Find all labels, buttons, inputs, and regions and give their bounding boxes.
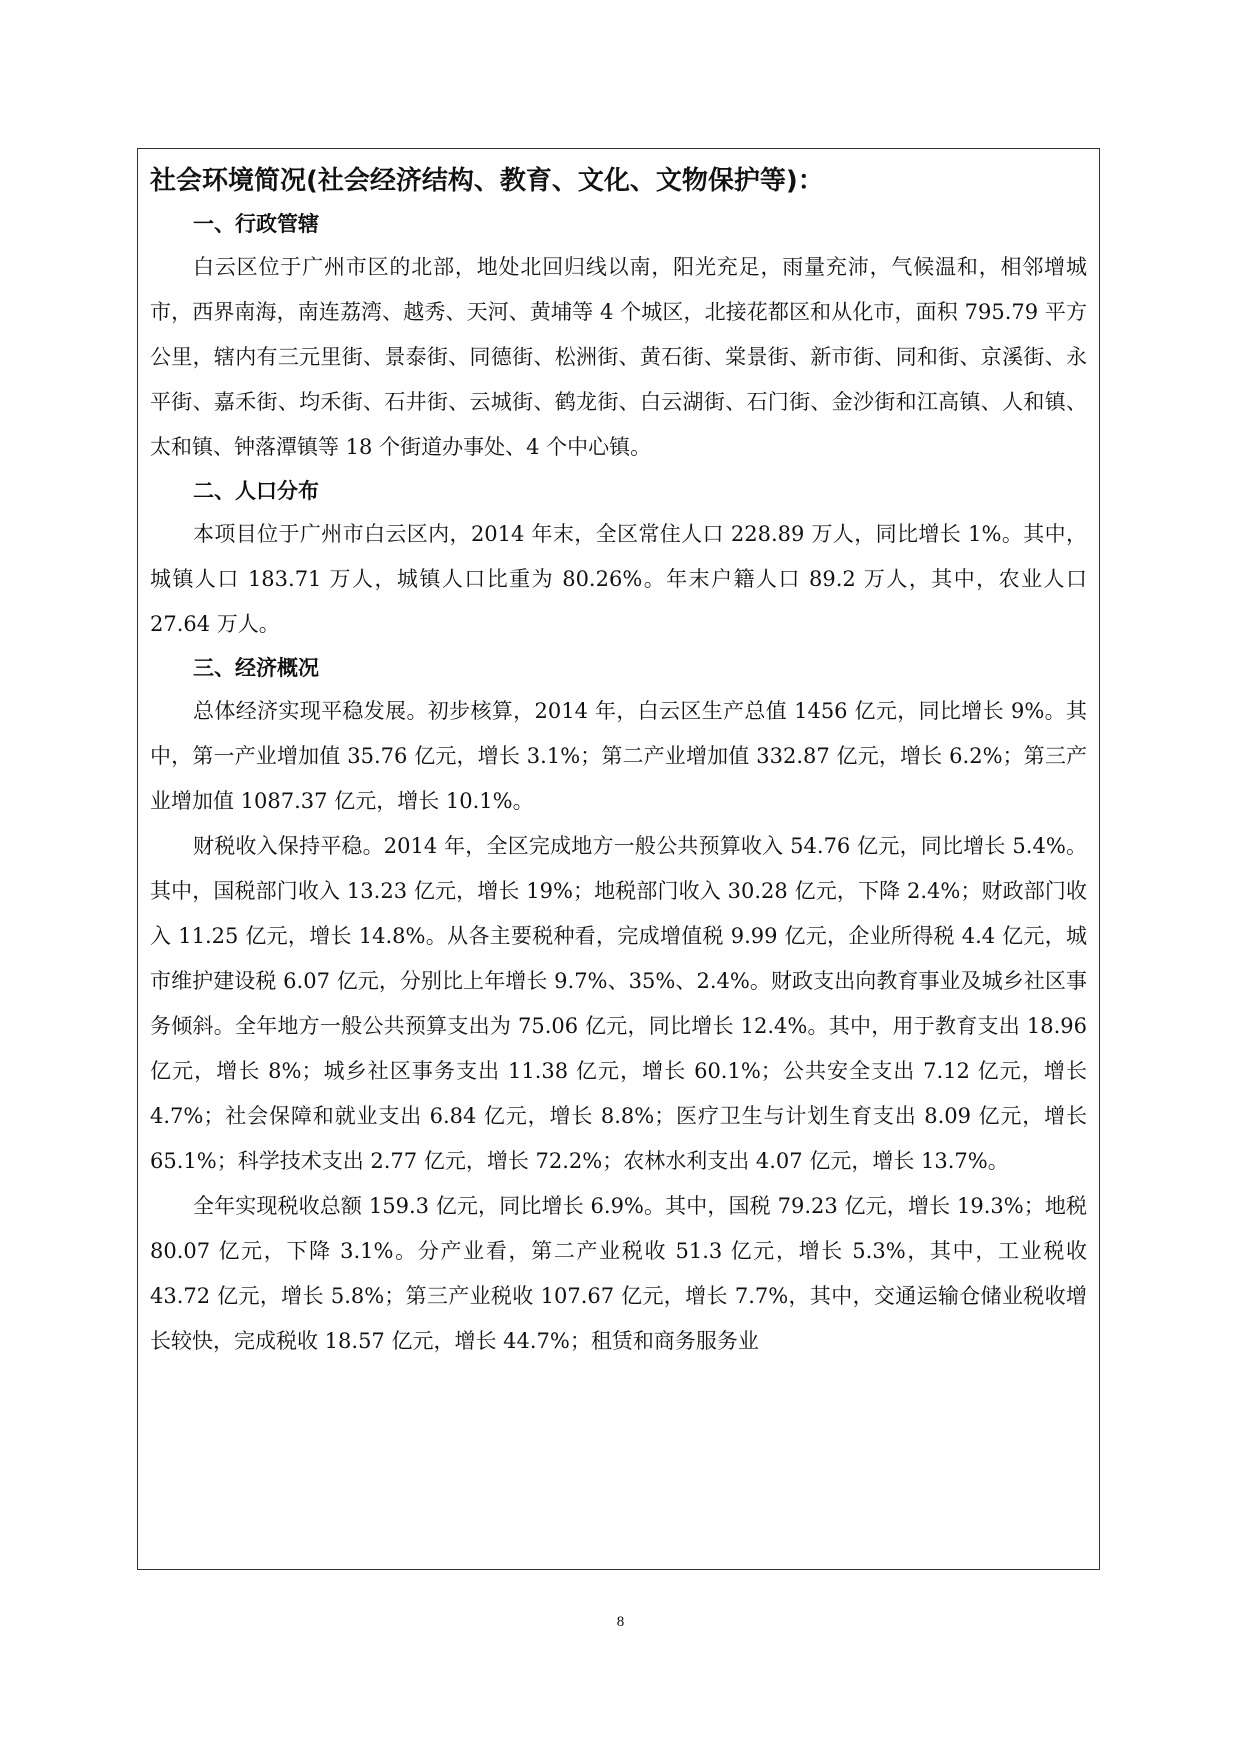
paragraph-fiscal-revenue: 财税收入保持平稳。2014 年，全区完成地方一般公共预算收入 54.76 亿元，同比增长 5.4%。其中，国税部门收入 13.23 亿元，增长 19%；地税部门收入 30.28 亿元，下降 2.4%；财政部门收入 11.25 亿元，增长 14.8%。从各主要税种看，完成增值税 9.99 亿元，企业所得税 4.4 亿元，城市维护建设税 6.07 亿元，分别比上年增长 9.7%、35%、2.4%。财政支出向教育事业及城乡社区事务倾斜。全年地方一般公共预算支出为 75.06 亿元，同比增长 12.4%。其中，用于教育支出 18.96 亿元，增长 8%；城乡社区事务支出 11.38 亿元，增长 60.1%；公共安全支出 7.12 亿元，增长 4.7%；社会保障和就业支出 6.84 亿元，增长 8.8%；医疗卫生与计划生育支出 8.09 亿元，增长 65.1%；科学技术支出 2.77 亿元，增长 72.2%；农林水利支出 4.07 亿元，增长 13.7%。 bbox=[150, 834, 1087, 1173]
paragraph-admin: 白云区位于广州市区的北部，地处北回归线以南，阳光充足，雨量充沛，气候温和，相邻增城市，西界南海，南连荔湾、越秀、天河、黄埔等 4 个城区，北接花都区和从化市，面积 795.79 平方公里，辖内有三元里街、景泰街、同德街、松洲街、黄石街、棠景街、新市街、同和街、京溪街、永平街、嘉禾街、均禾街、石井街、云城街、鹤龙街、白云湖街、石门街、金沙街和江高镇、人和镇、太和镇、钟落潭镇等 18 个街道办事处、4 个中心镇。 bbox=[150, 255, 1087, 459]
document-frame bbox=[137, 148, 1100, 1570]
section-title-population: 二、人口分布 bbox=[193, 479, 319, 503]
paragraph-economy-overview: 总体经济实现平稳发展。初步核算，2014 年，白云区生产总值 1456 亿元，同比增长 9%。其中，第一产业增加值 35.76 亿元，增长 3.1%；第二产业增加值 332.87 亿元，增长 6.2%；第三产业增加值 1087.37 亿元，增长 10.1%。 bbox=[150, 699, 1087, 813]
document-heading: 社会环境简况(社会经济结构、教育、文化、文物保护等)： bbox=[150, 166, 824, 196]
page-number: 8 bbox=[616, 1614, 625, 1630]
paragraph-tax-total: 全年实现税收总额 159.3 亿元，同比增长 6.9%。其中，国税 79.23 亿元，增长 19.3%；地税 80.07 亿元，下降 3.1%。分产业看，第二产业税收 51.3 亿元，增长 5.3%，其中，工业税收 43.72 亿元，增长 5.8%；第三产业税收 107.67 亿元，增长 7.7%，其中，交通运输仓储业税收增长较快，完成税收 18.57 亿元，增长 44.7%；租赁和商务服务业 bbox=[150, 1194, 1087, 1353]
section-title-admin: 一、行政管辖 bbox=[193, 212, 319, 236]
paragraph-population: 本项目位于广州市白云区内，2014 年末，全区常住人口 228.89 万人，同比增长 1%。其中，城镇人口 183.71 万人，城镇人口比重为 80.26%。年末户籍人口 89.2 万人，其中，农业人口 27.64 万人。 bbox=[150, 522, 1087, 636]
section-title-economy: 三、经济概况 bbox=[193, 656, 319, 680]
